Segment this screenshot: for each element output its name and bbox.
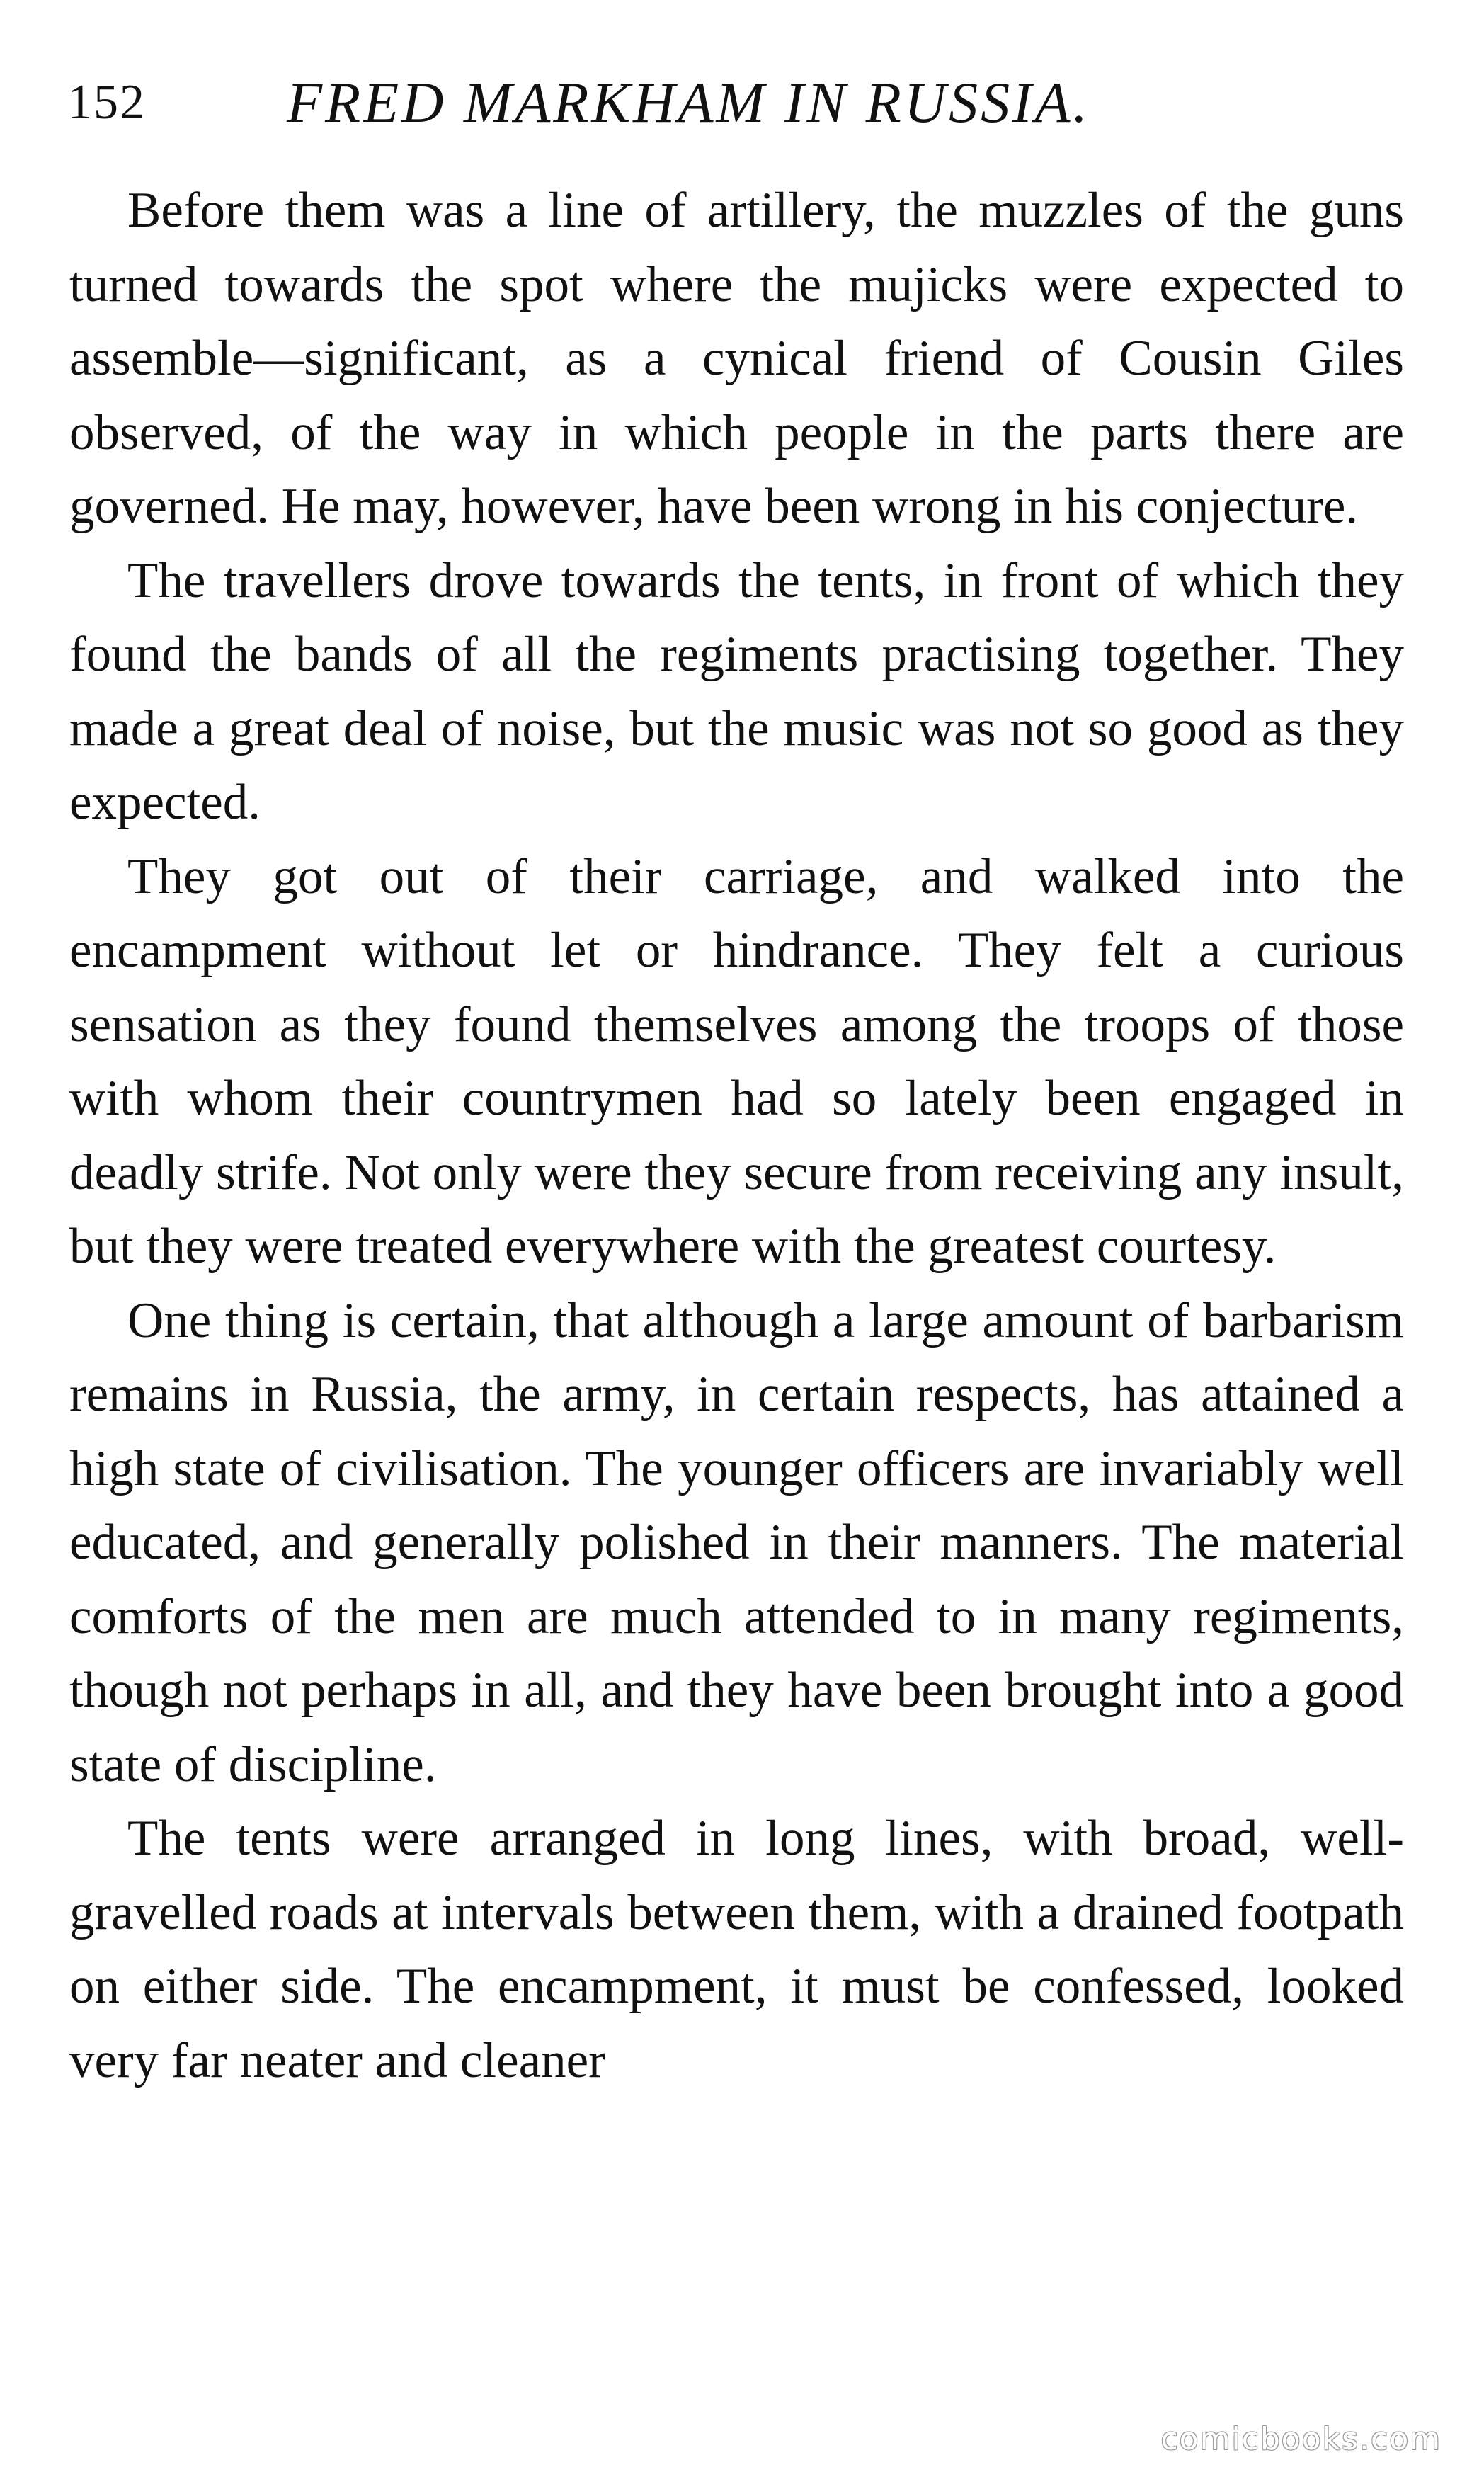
page-number: 152 [67, 75, 146, 130]
running-title: FRED MARKHAM IN RUSSIA. [287, 70, 1090, 135]
running-head [67, 64, 1412, 142]
body-text [69, 173, 1404, 2097]
paragraph-2: The travellers drove towards the tents, in front of which they found the bands of all the regiments practising together. They made a great deal of noise, but the music was not so good as they expected. [69, 552, 1404, 830]
paragraph-1: Before them was a line of artillery, the muzzles of the guns turned towards the spot where the mujicks were expected to assemble—significant, as a cynical friend of Cousin Giles observed, of the way in which people in the parts there are governed. He may, however, have been wrong in his conjecture. [69, 183, 1404, 534]
paragraph-3: They got out of their carriage, and walked into the encampment without let or hindrance. They felt a curious sensation as they found themselves among the troops of those with whom their countrymen had so lately been engaged in deadly strife. Not only were they secure from receiving any insult, but they were treated everywhere with the greatest courtesy. [69, 848, 1404, 1274]
paragraph-5: The tents were arranged in long lines, with broad, well-gravelled roads at intervals between them, with a drained footpath on either side. The encampment, it must be confessed, looked very far neater and cleaner [69, 1811, 1404, 2088]
paragraph-4: One thing is certain, that although a large amount of barbarism remains in Russia, the army, in certain respects, has attained a high state of civilisation. The younger officers are invariably well educated, and generally polished in their manners. The material comforts of the men are much attended to in many regiments, though not perhaps in all, and they have been brought into a good state of discipline. [69, 1292, 1404, 1792]
watermark: comicbooks.com [1160, 2421, 1442, 2457]
